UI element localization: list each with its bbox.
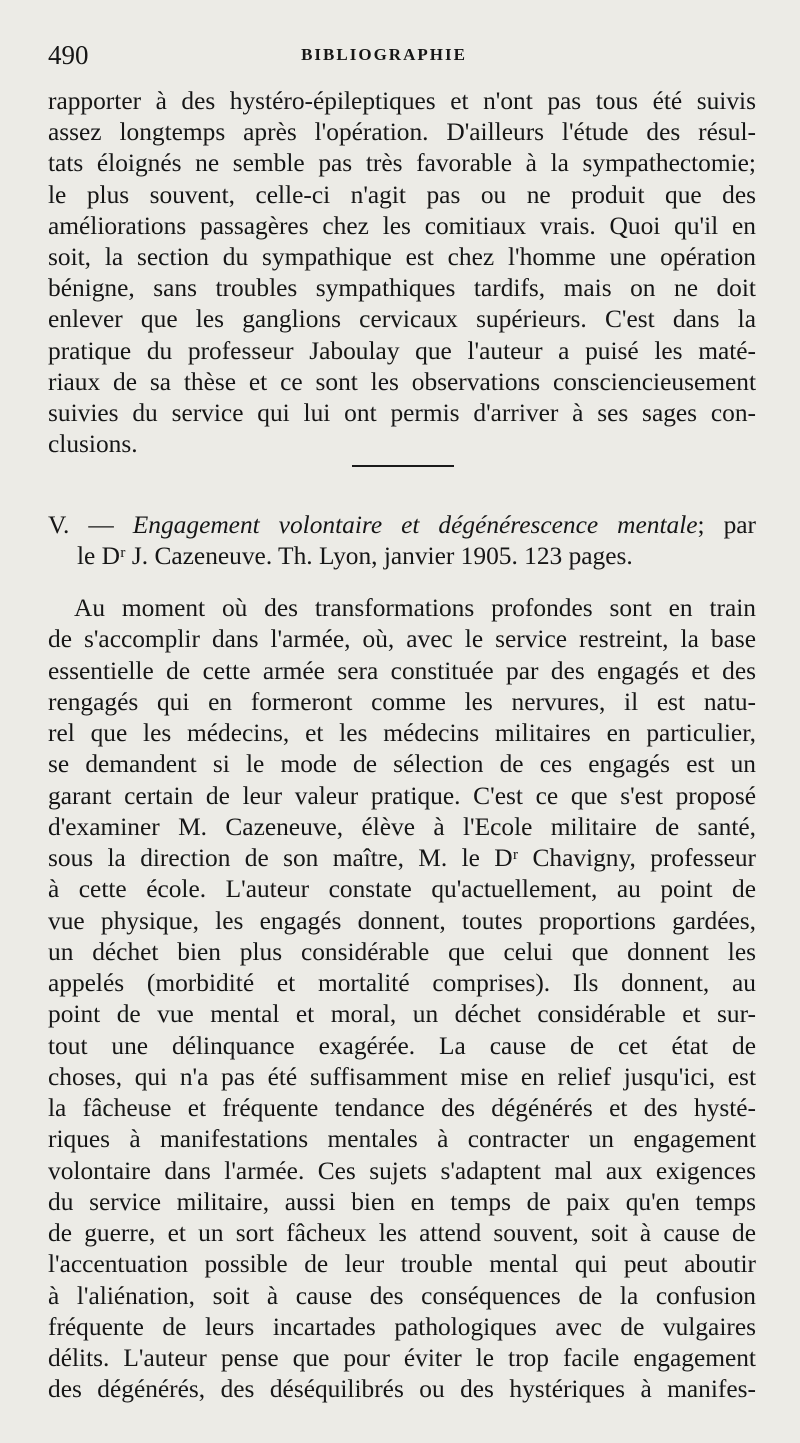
text-line: tout une délinquance exagérée. La cause de cet état de: [48, 1031, 756, 1060]
text-line: appelés (morbidité et mortalité comprises). Ils donnent, au: [48, 969, 756, 997]
text-line: rel que les médecins, et les médecins militaires en particulier,: [48, 719, 756, 747]
text-line: riaux de sa thèse et ce sont les observations consciencieusement: [48, 367, 756, 396]
text-line: rengagés qui en formeront comme les nervures, il est natu-: [48, 687, 756, 716]
text-line: tats éloignés ne semble pas très favorable à la sympathectomie;: [48, 149, 756, 178]
section-v-reference: le Dʳ J. Cazeneuve. Th. Lyon, janvier 1905. 123 pages.: [77, 542, 633, 570]
text-line: délits. L'auteur pense que pour éviter le trop facile engagement: [48, 1344, 756, 1372]
text-line: pratique du professeur Jaboulay que l'auteur a puisé les maté-: [48, 336, 756, 365]
text-line: fréquente de leurs incartades pathologiques avec de vulgaires: [48, 1312, 756, 1341]
text-line: vue physique, les engagés donnent, toutes proportions gardées,: [48, 906, 756, 935]
section-v-heading: [48, 510, 756, 540]
text-line: assez longtemps après l'opération. D'ailleurs l'étude des résul-: [48, 118, 756, 147]
text-line: sous la direction de son maître, M. le Dʳ Chavigny, professeur: [48, 844, 756, 872]
text-line: volontaire dans l'armée. Ces sujets s'adaptent mal aux exigences: [48, 1156, 756, 1185]
section-v-number: V. —: [48, 511, 133, 539]
running-head: [48, 40, 760, 74]
section-v-title: Engagement volontaire et dégénérescence mentale: [132, 511, 698, 539]
text-line: suivies du service qui lui ont permis d'arriver à ses sages con-: [48, 399, 756, 427]
text-line: essentielle de cette armée sera constituée par des engagés et des: [48, 656, 756, 685]
running-title: BIBLIOGRAPHIE: [301, 45, 467, 64]
text-line: des dégénérés, des déséquilibrés ou des hystériques à manifes-: [48, 1375, 756, 1404]
text-line: améliorations passagères chez les comitiaux vrais. Quoi qu'il en: [48, 211, 756, 240]
text-line: garant certain de leur valeur pratique. C'est ce que s'est proposé: [48, 781, 756, 810]
text-line: soit, la section du sympathique est chez l'homme une opération: [48, 243, 756, 271]
text-line: riques à manifestations mentales à contracter un engagement: [48, 1125, 756, 1154]
text-line: le plus souvent, celle-ci n'agit pas ou ne produit que des: [48, 180, 756, 209]
text-line: d'examiner M. Cazeneuve, élève à l'Ecole militaire de santé,: [48, 812, 756, 841]
text-line: rapporter à des hystéro-épileptiques et n'ont pas tous été suivis: [48, 87, 756, 115]
text-line: à l'aliénation, soit à cause des conséquences de la confusion: [48, 1281, 756, 1310]
text-line: point de vue mental et moral, un déchet considérable et sur-: [48, 1000, 756, 1029]
text-line: choses, qui n'a pas été suffisamment mise en relief jusqu'ici, est: [48, 1062, 756, 1091]
text-line: l'accentuation possible de leur trouble mental qui peut aboutir: [48, 1250, 756, 1279]
text-line: la fâcheuse et fréquente tendance des dégénérés et des hysté-: [48, 1094, 756, 1122]
section-v-after-title: ; par: [697, 511, 756, 539]
text-line: de guerre, et un sort fâcheux les attend souvent, soit à cause de: [48, 1219, 756, 1247]
text-line: de s'accomplir dans l'armée, où, avec le service restreint, la base: [48, 625, 756, 654]
page-number: 490: [48, 40, 89, 70]
text-line: à cette école. L'auteur constate qu'actuellement, au point de: [48, 875, 756, 904]
text-line: un déchet bien plus considérable que celui que donnent les: [48, 937, 756, 966]
text-line: Au moment où des transformations profondes sont en train: [74, 594, 756, 622]
text-line: bénigne, sans troubles sympathiques tardifs, mais on ne doit: [48, 274, 756, 303]
text-line: enlever que les ganglions cervicaux supérieurs. C'est dans la: [48, 305, 756, 334]
section-separator-rule: [352, 465, 454, 467]
text-line: se demandent si le mode de sélection de ces engagés est un: [48, 750, 756, 779]
text-line: clusions.: [48, 430, 138, 459]
text-line: du service militaire, aussi bien en temps de paix qu'en temps: [48, 1187, 756, 1216]
